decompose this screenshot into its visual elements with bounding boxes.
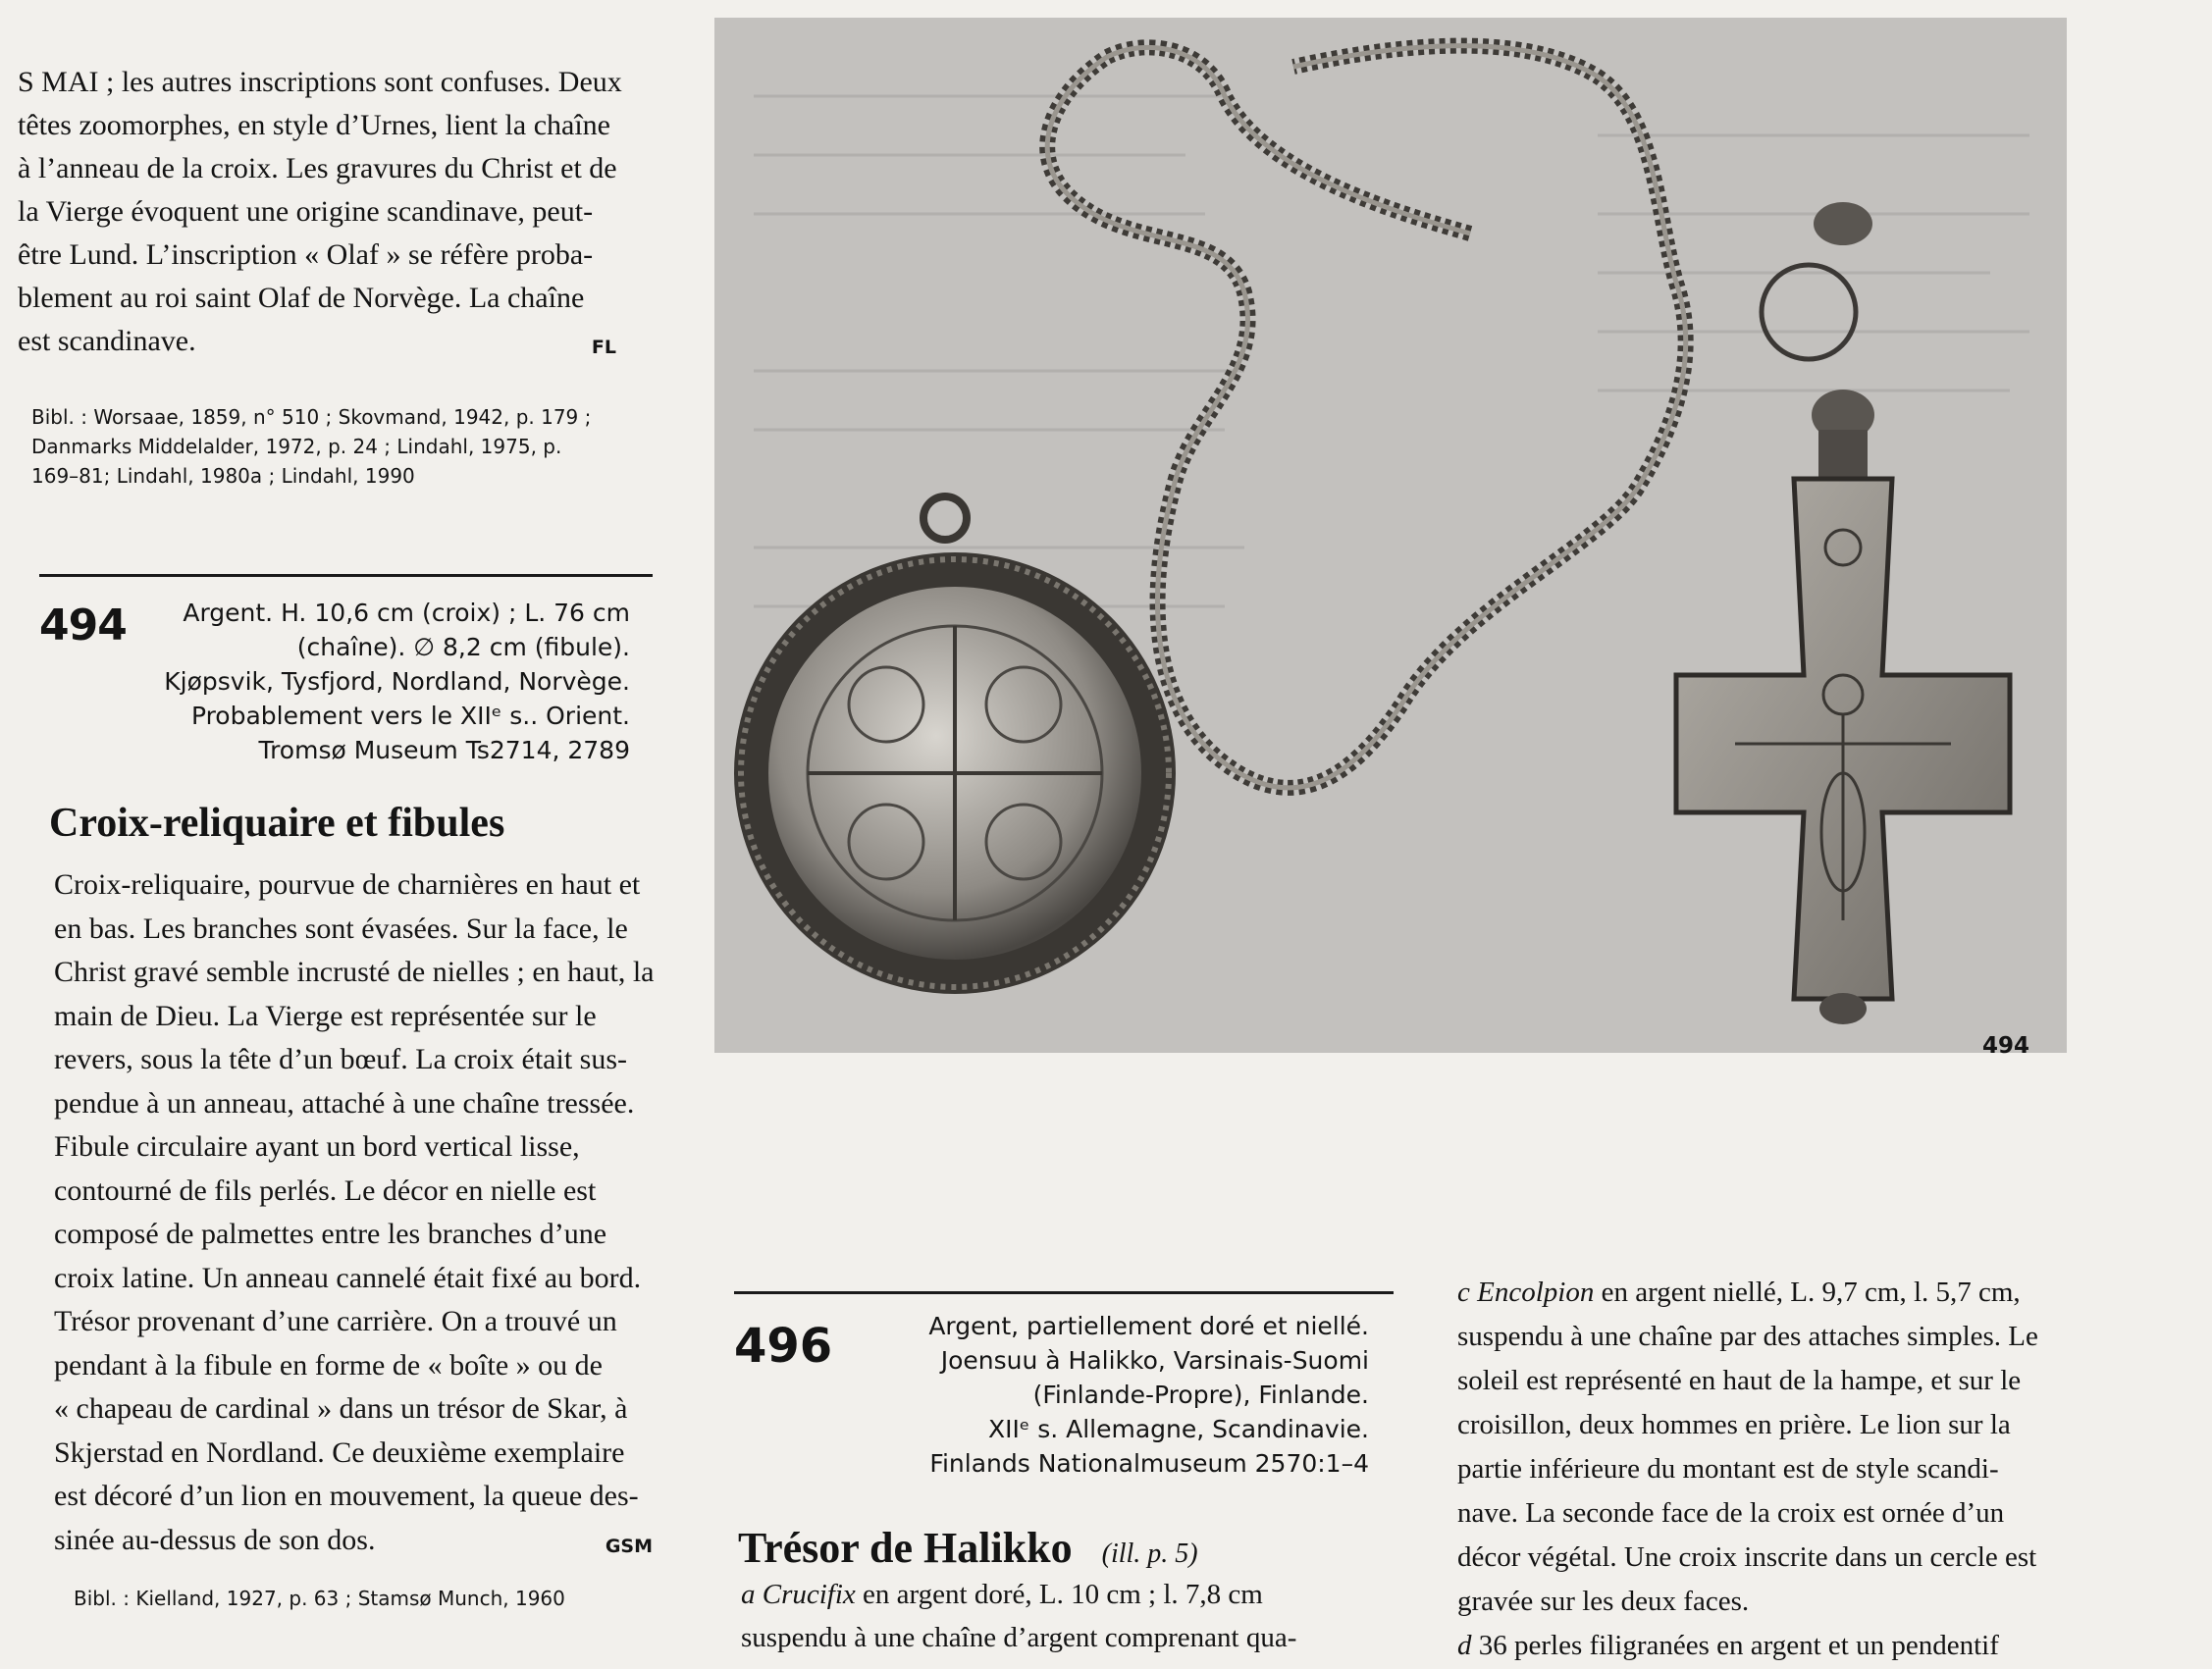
metadata-line: (chaîne). ∅ 8,2 cm (fibule). — [296, 633, 630, 661]
text-line: têtes zoomorphes, en style d’Urnes, lient la chaîne — [18, 109, 610, 141]
text-line — [1457, 1271, 2144, 1315]
metadata-line: Tromsø Museum Ts2714, 2789 — [258, 736, 630, 764]
text-line: décor végétal. Une croix inscrite dans un cercle est — [1457, 1541, 2037, 1573]
reliquary-cross — [1676, 479, 2010, 1024]
bibliography-line: 169–81; Lindahl, 1980a ; Lindahl, 1990 — [31, 464, 415, 488]
text-line: en bas. Les branches sont évasées. Sur la face, le — [54, 912, 628, 945]
text-line: croix latine. Un anneau cannelé était fixé au bord. — [54, 1261, 642, 1294]
text-line: blement au roi saint Olaf de Norvège. La chaîne — [18, 282, 585, 314]
item-label: d — [1457, 1630, 1472, 1661]
entry-number: 496 — [734, 1319, 833, 1374]
text-line: nave. La seconde face de la croix est ornée d’un — [1457, 1497, 2005, 1529]
text-line — [1457, 1624, 2144, 1668]
text-line-end: est scandinave. — [18, 325, 196, 357]
illustration-reference: (ill. p. 5) — [1101, 1539, 1198, 1569]
metadata-line: (Finlande-Propre), Finlande. — [1032, 1381, 1369, 1409]
text-line: à l’anneau de la croix. Les gravures du Christ et de — [18, 152, 617, 184]
intro-paragraph — [18, 61, 646, 369]
text-line: Skjerstad en Nordland. Ce deuxième exemplaire — [54, 1435, 625, 1469]
metadata-line: XIIᵉ s. Allemagne, Scandinavie. — [987, 1415, 1369, 1443]
metadata-line: Kjøpsvik, Tysfjord, Nordland, Norvège. — [164, 667, 630, 696]
section-rule — [734, 1291, 1394, 1294]
metadata-line: Argent. H. 10,6 cm (croix) ; L. 76 cm — [183, 599, 630, 627]
text-line: Fibule circulaire ayant un bord vertical lisse, — [54, 1130, 580, 1163]
text-line — [741, 1573, 1398, 1616]
bibliography — [31, 402, 630, 491]
bibliography: Bibl. : Kielland, 1927, p. 63 ; Stamsø Munch, 1960 — [74, 1587, 565, 1610]
text-line-rest: en argent doré, L. 10 cm ; l. 7,8 cm — [855, 1579, 1263, 1610]
text-line-rest: en argent niellé, L. 9,7 cm, l. 5,7 cm, — [1594, 1277, 2021, 1308]
plate-label: 494 — [1982, 1033, 2030, 1059]
text-line: suspendu à une chaîne par des attaches simples. Le — [1457, 1321, 2038, 1352]
cross-suspension — [1762, 202, 1874, 489]
text-line: pendue à un anneau, attaché à une chaîne tressée. — [54, 1086, 635, 1120]
text-line: « chapeau de cardinal » dans un trésor de Skar, à — [54, 1392, 628, 1425]
text-line: être Lund. L’inscription « Olaf » se réfère proba- — [18, 238, 594, 271]
text-line: main de Dieu. La Vierge est représentée sur le — [54, 999, 597, 1032]
entry-metadata — [147, 596, 630, 767]
text-line-end: sinée au-dessus de son dos. — [54, 1523, 376, 1556]
text-line: gravée sur les deux faces. — [1457, 1586, 1750, 1617]
bibliography-line: Bibl. : Worsaae, 1859, n° 510 ; Skovmand, 1942, p. 179 ; — [31, 405, 592, 429]
photo-plate — [714, 18, 2067, 1053]
metadata-line: Finlands Nationalmuseum 2570:1–4 — [929, 1449, 1369, 1478]
entry-body — [741, 1573, 1398, 1659]
item-label: a Crucifix — [741, 1579, 856, 1610]
entry-number: 494 — [39, 600, 127, 651]
text-line: Croix-reliquaire, pourvue de charnières en haut et — [54, 868, 641, 901]
entry-title: Croix-reliquaire et fibules — [49, 801, 505, 846]
text-line: partie inférieure du montant est de style scandi- — [1457, 1453, 1999, 1485]
bibliography-line: Danmarks Middelalder, 1972, p. 24 ; Lindahl, 1975, p. — [31, 435, 562, 458]
entry-body — [54, 863, 662, 1568]
entry-metadata — [854, 1309, 1369, 1481]
metadata-line: Probablement vers le XIIᵉ s.. Orient. — [190, 702, 630, 730]
item-label: c Encolpion — [1457, 1277, 1595, 1308]
entry-title-text: Trésor de Halikko — [738, 1524, 1073, 1572]
text-line: Trésor provenant d’une carrière. On a trouvé un — [54, 1305, 617, 1337]
section-rule — [39, 574, 653, 577]
author-initials: GSM — [605, 1535, 653, 1557]
author-initials: FL — [591, 337, 616, 358]
text-line: est décoré d’un lion en mouvement, la queue des- — [54, 1480, 639, 1512]
text-line — [18, 320, 616, 363]
text-line: pendant à la fibule en forme de « boîte » ou de — [54, 1348, 603, 1382]
text-line: contourné de fils perlés. Le décor en nielle est — [54, 1174, 597, 1207]
metadata-line: Argent, partiellement doré et niellé. — [928, 1312, 1369, 1340]
text-line: composé de palmettes entre les branches d’une — [54, 1218, 607, 1250]
text-line: Christ gravé semble incrusté de nielles ; en haut, la — [54, 956, 655, 988]
entry-title — [738, 1523, 1198, 1573]
artifact-photo — [714, 18, 2067, 1053]
text-line: soleil est représenté en haut de la hampe, et sur le — [1457, 1365, 2022, 1396]
text-line: la Vierge évoquent une origine scandinave, peut- — [18, 195, 594, 228]
text-line: croisillon, deux hommes en prière. Le lion sur la — [1457, 1409, 2011, 1440]
circular-fibula — [734, 496, 1176, 994]
text-line: S MAI ; les autres inscriptions sont confuses. Deux — [18, 66, 622, 98]
text-line-rest: 36 perles filigranées en argent et un pendentif — [1471, 1630, 1999, 1661]
text-line: suspendu à une chaîne d’argent comprenant qua- — [741, 1622, 1297, 1653]
right-column-body — [1457, 1271, 2144, 1668]
metadata-line: Joensuu à Halikko, Varsinais-Suomi — [940, 1346, 1369, 1375]
text-line: revers, sous la tête d’un bœuf. La croix était sus- — [54, 1043, 627, 1075]
text-line — [54, 1519, 653, 1563]
